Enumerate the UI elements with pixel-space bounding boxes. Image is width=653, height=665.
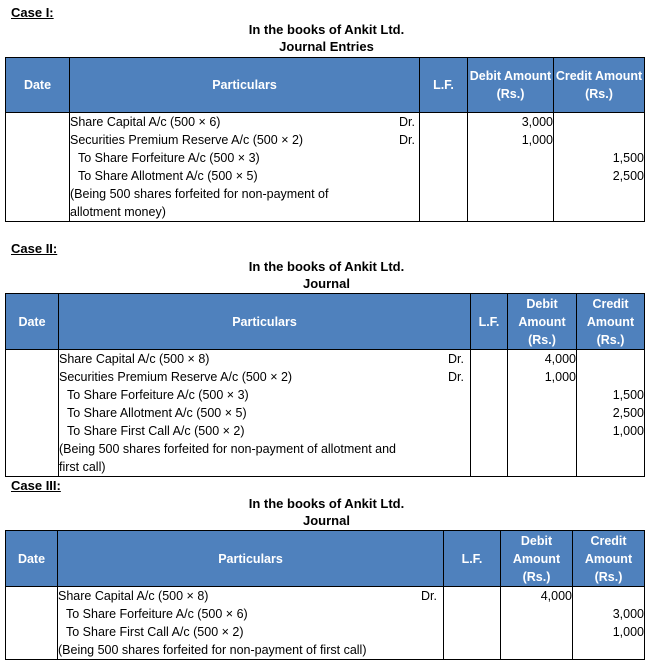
case-2-label: Case II: (11, 241, 58, 256)
credit-amount: 1,000 (612, 424, 644, 438)
header-particulars: Particulars (70, 58, 420, 113)
dr-marker: Dr. (448, 370, 464, 384)
dr-marker: Dr. (448, 352, 464, 366)
credit-amount: 1,500 (612, 151, 644, 165)
account-name: To Share First Call A/c (500 × 2) (67, 424, 245, 438)
entry-line (70, 149, 419, 167)
debit-amount: 1,000 (544, 370, 576, 384)
case-3-label: Case III: (11, 478, 61, 493)
header-credit: Credit Amount (Rs.) (554, 58, 645, 113)
entry-line (59, 350, 470, 368)
credit-amount: 2,500 (612, 406, 644, 420)
credit-amount: 1,000 (612, 625, 644, 639)
account-name: Securities Premium Reserve A/c (500 × 2) (59, 370, 293, 384)
account-name: Share Capital A/c (500 × 6) (70, 115, 221, 129)
case-2-journal-table (5, 293, 645, 477)
account-name: To Share Forfeiture A/c (500 × 3) (78, 151, 260, 165)
debit-cell (508, 350, 577, 477)
journal-entry (6, 587, 645, 660)
header-lf: L.F. (471, 294, 508, 350)
account-name: To Share Allotment A/c (500 × 5) (67, 406, 247, 420)
header-lf: L.F. (444, 531, 501, 587)
account-name: To Share Forfeiture A/c (500 × 6) (66, 607, 248, 621)
case-1-journal-title: Journal Entries (279, 39, 374, 54)
case-1-book-title: In the books of Ankit Ltd. (248, 22, 405, 37)
entry-line (58, 605, 443, 623)
account-name: To Share Forfeiture A/c (500 × 3) (67, 388, 249, 402)
debit-amount: 3,000 (521, 115, 553, 129)
entry-line (70, 167, 419, 185)
narration: (Being 500 shares forfeited for non-payment of first call) (58, 643, 367, 657)
case-3-journal-table (5, 530, 645, 660)
credit-cell (554, 113, 645, 222)
narration: (Being 500 shares forfeited for non-payment of allotment money) (70, 187, 329, 219)
header-debit: Debit Amount (Rs.) (508, 294, 577, 350)
header-date: Date (6, 294, 59, 350)
account-name: Securities Premium Reserve A/c (500 × 2) (70, 133, 304, 147)
entry-line (59, 422, 470, 440)
credit-amount: 2,500 (612, 169, 644, 183)
journal-entry (6, 113, 645, 222)
header-debit: Debit Amount (Rs.) (468, 58, 554, 113)
header-date: Date (6, 58, 70, 113)
dr-marker: Dr. (399, 115, 415, 129)
particulars-cell (59, 350, 471, 477)
header-credit: Credit Amount (Rs.) (577, 294, 645, 350)
debit-cell (501, 587, 573, 660)
debit-amount: 4,000 (540, 589, 572, 603)
debit-amount: 4,000 (544, 352, 576, 366)
credit-amount: 1,500 (612, 388, 644, 402)
entry-line (58, 587, 443, 605)
header-lf: L.F. (420, 58, 468, 113)
case-1-journal-table (5, 57, 645, 222)
journal-entry (6, 350, 645, 477)
header-debit: Debit Amount (Rs.) (501, 531, 573, 587)
case-3-journal-title: Journal (303, 513, 350, 528)
account-name: Share Capital A/c (500 × 8) (58, 589, 209, 603)
entry-line (59, 404, 470, 422)
credit-cell (573, 587, 645, 660)
case-2-journal-title: Journal (303, 276, 350, 291)
account-name: To Share Allotment A/c (500 × 5) (78, 169, 258, 183)
date-cell (6, 113, 70, 222)
credit-cell (577, 350, 645, 477)
lf-cell (420, 113, 468, 222)
entry-line (58, 623, 443, 641)
header-particulars: Particulars (58, 531, 444, 587)
header-credit: Credit Amount (Rs.) (573, 531, 645, 587)
header-particulars: Particulars (59, 294, 471, 350)
case-1-label: Case I: (11, 5, 54, 20)
lf-cell (444, 587, 501, 660)
entry-line (70, 113, 419, 131)
case-2-book-title: In the books of Ankit Ltd. (248, 259, 405, 274)
lf-cell (471, 350, 508, 477)
date-cell (6, 350, 59, 477)
debit-cell (468, 113, 554, 222)
particulars-cell (58, 587, 444, 660)
narration: (Being 500 shares forfeited for non-payment of allotment and first call) (59, 442, 397, 474)
credit-amount: 3,000 (612, 607, 644, 621)
entry-line (70, 131, 419, 149)
header-date: Date (6, 531, 58, 587)
date-cell (6, 587, 58, 660)
entry-line (59, 368, 470, 386)
particulars-cell (70, 113, 420, 222)
account-name: To Share First Call A/c (500 × 2) (66, 625, 244, 639)
dr-marker: Dr. (421, 589, 437, 603)
dr-marker: Dr. (399, 133, 415, 147)
case-3-book-title: In the books of Ankit Ltd. (248, 496, 405, 511)
debit-amount: 1,000 (521, 133, 553, 147)
entry-line (59, 386, 470, 404)
account-name: Share Capital A/c (500 × 8) (59, 352, 210, 366)
